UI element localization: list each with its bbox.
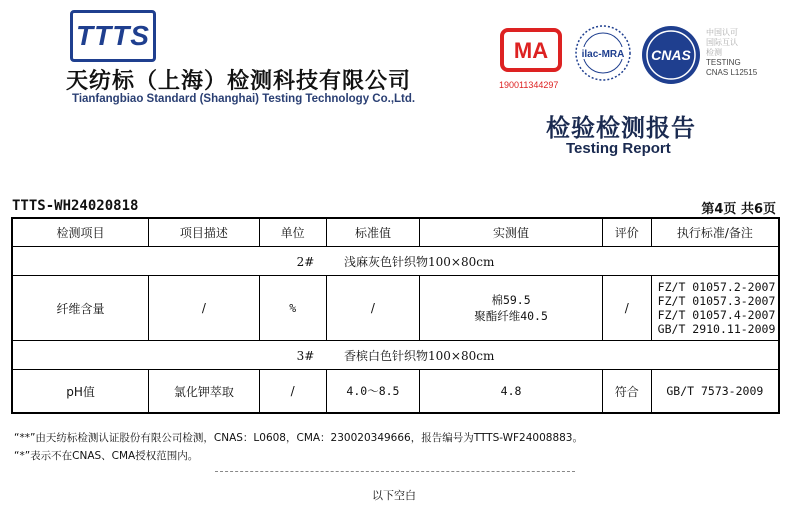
report-title-en: Testing Report	[566, 140, 671, 157]
header-cell: 项目描述	[149, 218, 260, 247]
sample-id: 2#	[296, 254, 315, 269]
measured-value: 4.8	[420, 370, 602, 414]
sample-name: 香槟白色针织物100×80cm	[344, 348, 495, 363]
cnas-logo-icon	[640, 24, 702, 86]
standard-reference: GB/T 7573-2009	[651, 370, 779, 414]
cnas-line: 中国认可	[706, 28, 738, 37]
evaluation: /	[602, 276, 651, 341]
header-cell: 评价	[602, 218, 651, 247]
report-number: TTTS-WH24020818	[12, 198, 139, 214]
measured-line: 棉59.5	[491, 293, 531, 307]
header-cell: 执行标准/备注	[651, 218, 779, 247]
svg-text:CNAS: CNAS	[651, 47, 691, 63]
header-cell: 检测项目	[12, 218, 149, 247]
standard-value: /	[326, 276, 420, 341]
cma-logo-icon	[500, 28, 562, 72]
sample-label-cell	[12, 341, 779, 370]
test-item: pH值	[12, 370, 149, 414]
company-name-cn: 天纺标（上海）检测科技有限公司	[66, 69, 412, 94]
company-logo	[70, 10, 156, 62]
footnote-double-asterisk: “**”由天纺标检测认证股份有限公司检测，CNAS：L0608，CMA：230020349666，报告编号为TTTS-WF24008883。	[14, 432, 583, 444]
test-item: 纤维含量	[12, 276, 149, 341]
cnas-line: 检测	[706, 48, 722, 57]
company-name-en: Tianfangbiao Standard (Shanghai) Testing Technology Co.,Ltd.	[72, 93, 416, 105]
footnote-single-asterisk: “*”表示不在CNAS、CMA授权范围内。	[14, 450, 199, 462]
evaluation: 符合	[602, 370, 651, 414]
standard-line: FZ/T 01057.4-2007	[657, 308, 776, 322]
sample-label-cell	[12, 247, 779, 276]
item-description: 氯化钾萃取	[149, 370, 260, 414]
standard-line: GB/T 2910.11-2009	[657, 322, 776, 336]
logo-text: TTTS	[76, 20, 150, 51]
cnas-line: CNAS L12515	[706, 68, 758, 77]
blank-below-text: 以下空白	[372, 489, 416, 502]
results-table	[11, 217, 780, 414]
svg-text:MA: MA	[513, 38, 549, 63]
measured-line: 聚酯纤维40.5	[474, 309, 548, 323]
cnas-line: 国际互认	[706, 38, 738, 47]
divider	[215, 471, 575, 472]
header-cell: 实测值	[420, 218, 602, 247]
sample-row	[12, 247, 779, 276]
svg-text:ilac-MRA: ilac-MRA	[581, 49, 625, 60]
report-title-cn: 检验检测报告	[546, 114, 696, 142]
measured-value	[420, 276, 602, 341]
page-info: 第4页 共6页	[701, 202, 776, 217]
cnas-accreditation-text	[706, 28, 757, 78]
sample-name: 浅麻灰色针织物100×80cm	[344, 254, 495, 269]
standard-reference	[651, 276, 779, 341]
table-row	[12, 370, 779, 414]
item-description: /	[149, 276, 260, 341]
cma-number: 190011344297	[499, 80, 559, 90]
standard-line: FZ/T 01057.3-2007	[657, 294, 776, 308]
unit: %	[259, 276, 326, 341]
header-cell: 单位	[259, 218, 326, 247]
header-cell: 标准值	[326, 218, 420, 247]
ilac-mra-logo-icon	[574, 22, 632, 84]
standard-line: FZ/T 01057.2-2007	[657, 280, 776, 294]
sample-id: 3#	[296, 348, 315, 363]
unit: /	[259, 370, 326, 414]
cnas-line: TESTING	[706, 58, 741, 67]
table-header-row	[12, 218, 779, 247]
table-row	[12, 276, 779, 341]
standard-value: 4.0～8.5	[326, 370, 420, 414]
sample-row	[12, 341, 779, 370]
